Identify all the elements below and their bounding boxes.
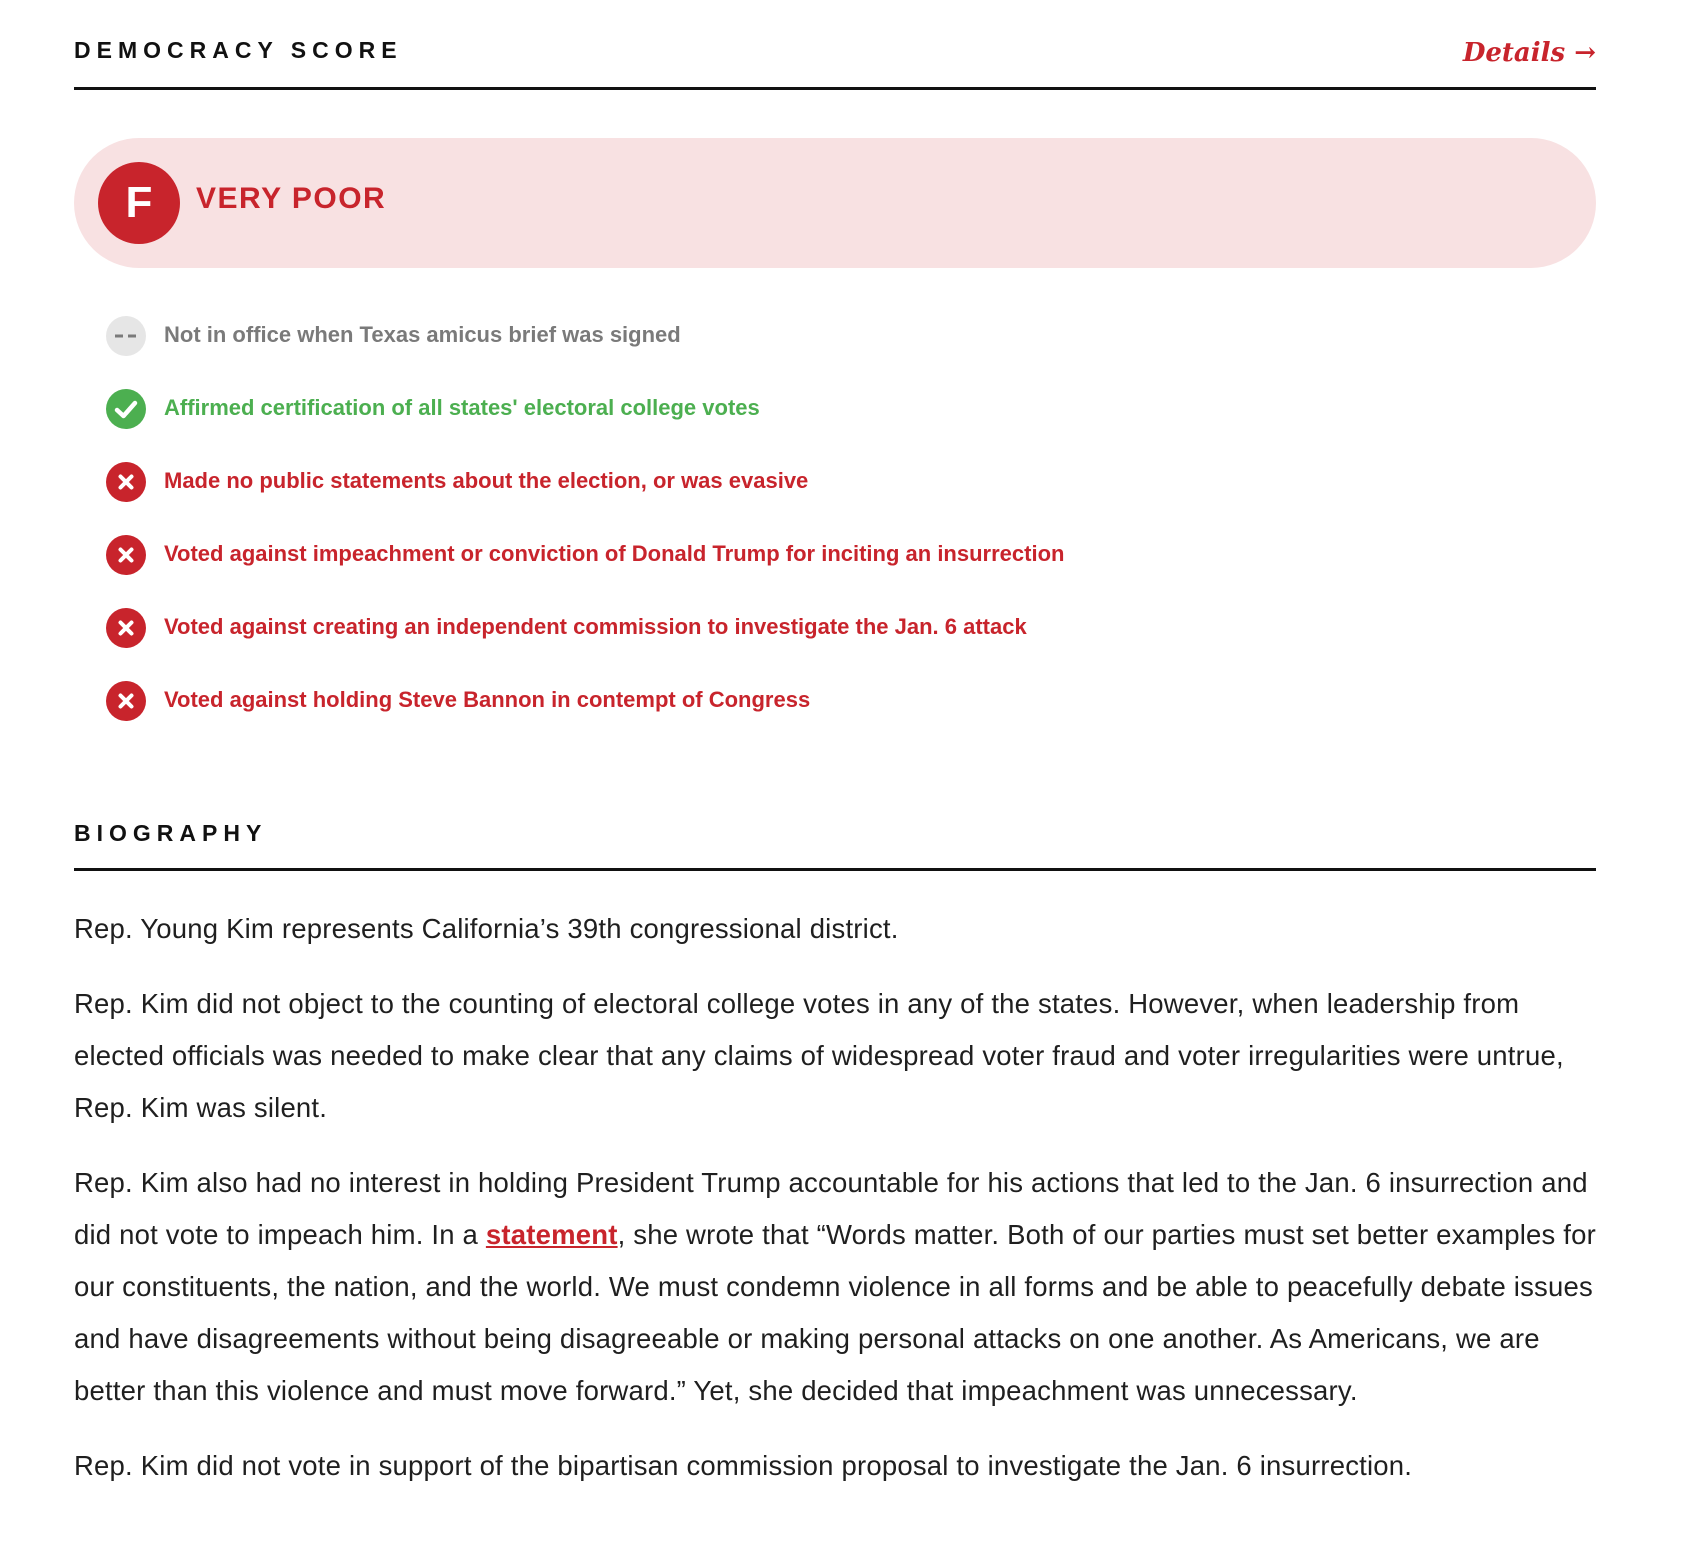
x-icon: [106, 608, 146, 648]
x-icon: [106, 681, 146, 721]
grade-badge: [74, 138, 1596, 268]
biography-title: BIOGRAPHY: [74, 820, 268, 846]
democracy-score-title: DEMOCRACY SCORE: [74, 37, 403, 63]
grade-label: VERY POOR: [196, 182, 387, 215]
criterion-text: Voted against holding Steve Bannon in contempt of Congress: [164, 687, 811, 712]
bio-text: Rep. Kim also had no interest in holding President Trump accountable for his actions that led to the Jan. 6 insurrection and did not vote to impeach him. In a: [74, 1167, 1588, 1250]
grade-letter: F: [98, 162, 180, 244]
statement-link[interactable]: statement: [485, 1219, 618, 1250]
biography-body: [74, 903, 1596, 1515]
bio-text: , she wrote that “Words matter. Both of our parties must set better examples for our constituents, the nation, and the world. We must condemn violence in all forms and be able to peacefully debate issues and have disagreements without being disagreeable or making personal attacks on one another. As Americans, we are better than this violence and must move forward.” Yet, she decided that impeachment was unnecessary.: [74, 1219, 1596, 1406]
criterion-text: Voted against creating an independent commission to investigate the Jan. 6 attack: [164, 614, 1027, 639]
x-icon: [106, 462, 146, 502]
dash-icon: [106, 316, 146, 356]
bio-paragraph: Rep. Young Kim represents California’s 39th congressional district.: [74, 913, 899, 944]
criterion-text: Not in office when Texas amicus brief was signed: [164, 322, 681, 347]
x-icon: [106, 535, 146, 575]
bio-paragraph: Rep. Kim did not object to the counting of electoral college votes in any of the states. However, when leadership from elected officials was needed to make clear that any claims of widespread voter fraud and voter irregularities were untrue, Rep. Kim was silent.: [74, 988, 1564, 1123]
details-link[interactable]: Details →: [1462, 38, 1596, 68]
check-icon: [106, 389, 146, 429]
democracy-score-header: [74, 0, 1596, 90]
criterion-text: Voted against impeachment or conviction of Donald Trump for inciting an insurrection: [164, 541, 1065, 566]
bio-paragraph: [74, 1157, 1596, 1417]
criterion-text: Made no public statements about the election, or was evasive: [164, 468, 809, 493]
bio-paragraph: Rep. Kim did not vote in support of the bipartisan commission proposal to investigate the Jan. 6 insurrection.: [74, 1450, 1413, 1481]
page: [74, 0, 1596, 1481]
biography-header: [74, 820, 1596, 871]
criterion-text: Affirmed certification of all states' electoral college votes: [164, 395, 760, 420]
